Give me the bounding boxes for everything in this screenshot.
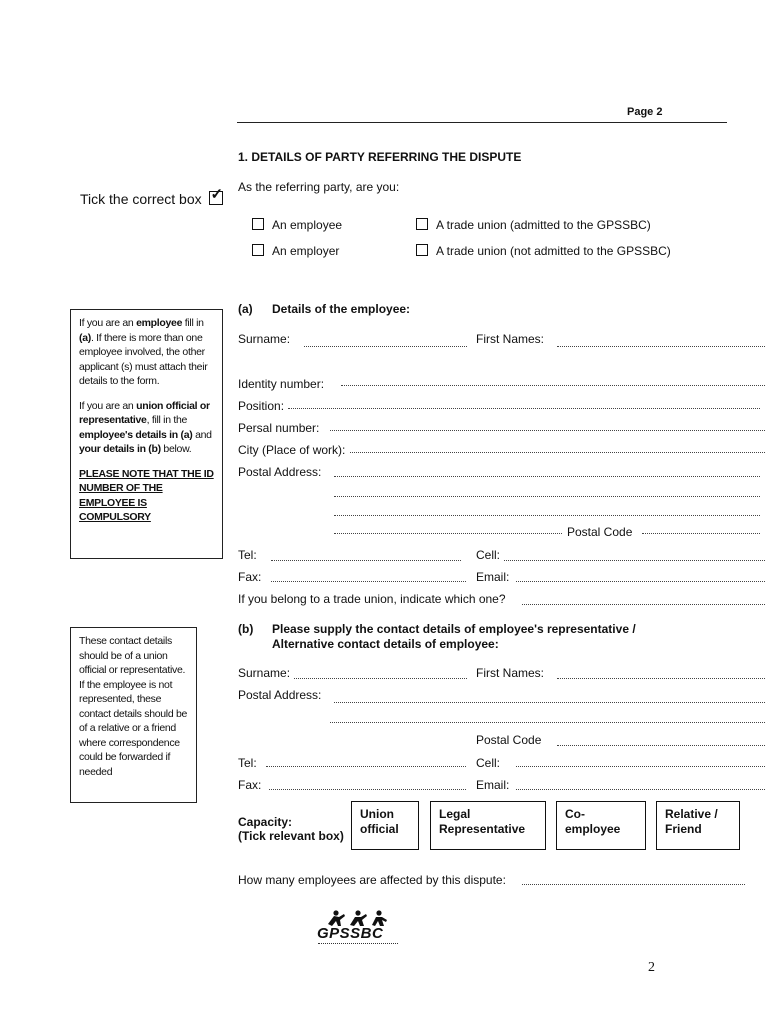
a-position-label: Position:	[238, 399, 285, 413]
option-employee-label: An employee	[272, 218, 343, 232]
option-union-not-admitted-label: A trade union (not admitted to the GPSSBC)	[436, 244, 671, 258]
b-surname-label: Surname:	[238, 666, 291, 680]
tick-hint	[80, 186, 224, 207]
contact-details-note: These contact details should be of a union official or representative. If the employee is not represented, these contact details should be of a relative or a friend where correspondence could be forwarded if needed	[79, 635, 188, 778]
header-rule	[237, 122, 727, 123]
section1-title: 1. DETAILS OF PARTY REFERRING THE DISPUTE	[238, 150, 522, 164]
a-first-names-input[interactable]	[557, 346, 765, 347]
option-employee[interactable]	[252, 218, 342, 232]
option-union-admitted[interactable]	[416, 218, 651, 232]
a-identity-label: Identity number:	[238, 377, 325, 391]
option-employer[interactable]	[252, 244, 339, 258]
a-postal-address-label: Postal Address:	[238, 465, 322, 479]
employee-instructions-box	[70, 309, 223, 559]
a-identity-input[interactable]	[341, 385, 765, 386]
a-surname-input[interactable]	[304, 346, 467, 347]
a-fax-input[interactable]	[271, 581, 466, 582]
referring-question: As the referring party, are you:	[238, 180, 400, 194]
b-surname-input[interactable]	[294, 678, 467, 679]
a-surname-label: Surname:	[238, 332, 291, 346]
a-postal-address-line-1[interactable]	[334, 476, 760, 477]
instruction-paragraph-2: If you are an union official or representative, fill in the employee's details in (a) and your details in (b) below.	[79, 399, 212, 455]
section-a-label: (a)	[238, 302, 253, 316]
b-email-input[interactable]	[516, 789, 765, 790]
section-b-title-line-1: Please supply the contact details of employee's representative /	[272, 622, 636, 636]
contact-details-note-box	[70, 627, 197, 803]
tick-hint-text: Tick the correct box	[80, 191, 202, 207]
a-email-label: Email:	[476, 570, 510, 584]
a-tel-label: Tel:	[238, 548, 257, 562]
section-a-title: Details of the employee:	[272, 302, 411, 316]
footer-page-number: 2	[648, 960, 655, 975]
capacity-relative-friend-box[interactable]	[656, 801, 740, 850]
affected-question: How many employees are affected by this dispute:	[238, 873, 506, 887]
b-cell-input[interactable]	[516, 766, 765, 767]
a-postal-address-line-3[interactable]	[334, 515, 760, 516]
b-postal-code-input[interactable]	[557, 745, 765, 746]
b-first-names-input[interactable]	[557, 678, 765, 679]
page-label: Page 2	[627, 106, 663, 118]
b-postal-address-line-1[interactable]	[334, 702, 765, 703]
b-postal-code-label: Postal Code	[476, 733, 542, 747]
option-employer-label: An employer	[272, 244, 340, 258]
a-email-input[interactable]	[516, 581, 765, 582]
b-fax-label: Fax:	[238, 778, 262, 792]
a-city-label: City (Place of work):	[238, 443, 346, 457]
a-fax-label: Fax:	[238, 570, 262, 584]
checkbox-icon[interactable]	[416, 218, 428, 230]
instruction-paragraph-1: If you are an employee fill in (a). If there is more than one employee involved, the other applicant (s) must attach their details to the form.	[79, 317, 208, 387]
a-persal-label: Persal number:	[238, 421, 320, 435]
id-compulsory-note: PLEASE NOTE THAT THE ID NUMBER OF THE EMPLOYEE IS COMPULSORY	[79, 467, 214, 523]
a-postal-address-line-2[interactable]	[334, 496, 760, 497]
a-union-input[interactable]	[522, 604, 765, 605]
b-postal-address-label: Postal Address:	[238, 688, 322, 702]
a-position-input[interactable]	[288, 408, 760, 409]
b-cell-label: Cell:	[476, 756, 501, 770]
logo-tagline-rule	[318, 943, 398, 944]
checkbox-icon[interactable]	[252, 218, 264, 230]
a-postal-address-line-4[interactable]	[334, 533, 562, 534]
capacity-sublabel: (Tick relevant box)	[238, 829, 344, 843]
a-city-input[interactable]	[350, 452, 765, 453]
capacity-label: Capacity:	[238, 815, 293, 829]
a-union-question: If you belong to a trade union, indicate which one?	[238, 592, 506, 606]
a-first-names-label: First Names:	[476, 332, 545, 346]
capacity-union-official-label: Union official	[360, 807, 399, 836]
capacity-co-employee-box[interactable]	[556, 801, 646, 850]
gpssbc-logo	[314, 908, 404, 948]
affected-input[interactable]	[522, 884, 745, 885]
logo-text: GPSSBC	[317, 925, 384, 942]
checked-box-icon: ✓	[210, 186, 224, 203]
option-union-not-admitted[interactable]	[416, 244, 671, 258]
b-tel-input[interactable]	[266, 766, 466, 767]
b-tel-label: Tel:	[238, 756, 257, 770]
capacity-legal-rep-label: Legal Representative	[439, 807, 526, 836]
b-first-names-label: First Names:	[476, 666, 545, 680]
a-tel-input[interactable]	[271, 560, 461, 561]
b-fax-input[interactable]	[269, 789, 466, 790]
checkbox-icon[interactable]	[416, 244, 428, 256]
b-email-label: Email:	[476, 778, 510, 792]
capacity-relative-friend-label: Relative / Friend	[665, 807, 718, 836]
a-persal-input[interactable]	[330, 430, 765, 431]
section-b-title-line-2: Alternative contact details of employee:	[272, 637, 499, 651]
capacity-union-official-box[interactable]	[351, 801, 419, 850]
a-cell-label: Cell:	[476, 548, 501, 562]
option-union-admitted-label: A trade union (admitted to the GPSSBC)	[436, 218, 651, 232]
b-postal-address-line-2[interactable]	[330, 722, 765, 723]
section-b-label: (b)	[238, 622, 254, 636]
a-postal-code-label: Postal Code	[567, 525, 633, 539]
capacity-legal-rep-box[interactable]	[430, 801, 546, 850]
capacity-co-employee-label: Co-employee	[565, 807, 621, 836]
a-cell-input[interactable]	[504, 560, 765, 561]
a-postal-code-input[interactable]	[642, 533, 760, 534]
checkbox-icon[interactable]	[252, 244, 264, 256]
